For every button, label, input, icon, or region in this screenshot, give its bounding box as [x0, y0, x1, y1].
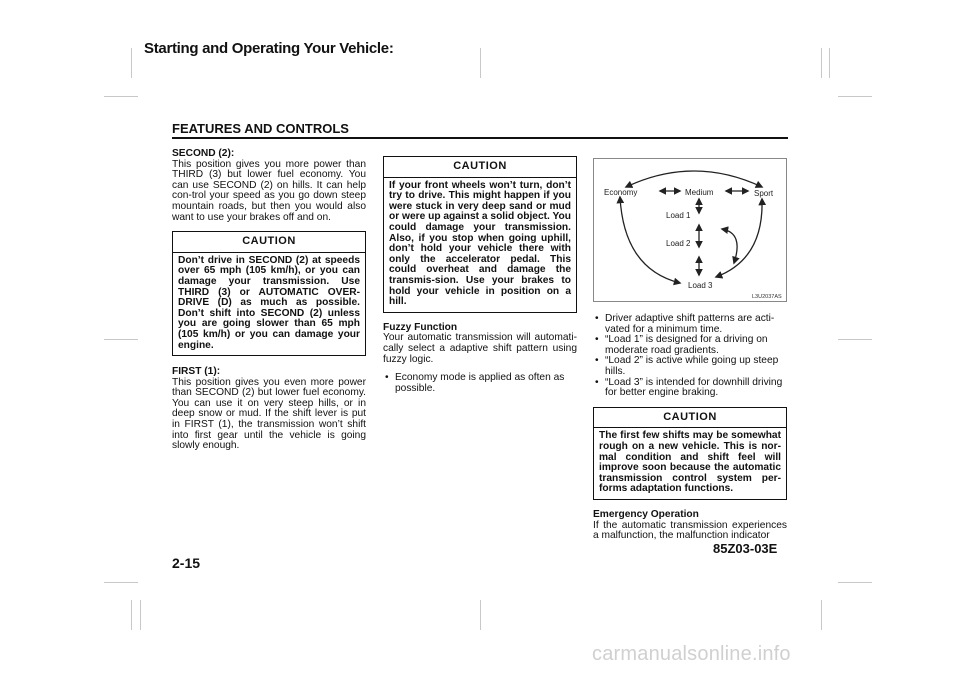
subheading-emergency: Emergency Operation	[593, 508, 699, 520]
bullet-list	[593, 314, 787, 399]
caution-title: CAUTION	[173, 232, 365, 253]
shift-pattern-diagram	[593, 158, 787, 302]
column-2	[383, 156, 577, 394]
crop-mark	[104, 339, 138, 340]
running-head: Starting and Operating Your Vehicle:	[144, 40, 394, 57]
arc-load2-sport	[722, 229, 737, 263]
label-load-2: Load 2	[666, 239, 691, 248]
label-medium: Medium	[685, 188, 714, 197]
list-item: • Economy mode is applied as often as possible.	[383, 373, 577, 394]
caution-box	[593, 407, 787, 500]
watermark: carmanualsonline.info	[592, 643, 791, 665]
crop-mark	[480, 48, 481, 78]
page-number: 2-15	[172, 555, 201, 571]
caution-box	[383, 156, 577, 313]
list-item: • Driver adaptive shift patterns are acti-vated for a minimum time.	[593, 314, 787, 335]
crop-mark	[821, 48, 822, 78]
arc-economy-sport	[626, 171, 762, 187]
label-sport: Sport	[754, 189, 774, 198]
column-3	[593, 314, 787, 542]
list-item: • “Load 1” is designed for a driving on moderate road gradients.	[593, 335, 787, 356]
crop-mark	[838, 582, 872, 583]
crop-mark	[821, 600, 822, 630]
crop-mark	[838, 339, 872, 340]
caution-text: If your front wheels won’t turn, don’t try to drive. This might happen if you were stuck in very deep sand or mud or were up against a solid object. You could damage your transmission. Also, if you stop when going uphill, don’t hold your vehicle there with only the accelerator pedal. This could overheat and damage the transmis-sion. Use your brakes to hold your vehicle in position on a hill.	[389, 179, 571, 308]
crop-mark	[104, 582, 138, 583]
column-1	[172, 149, 366, 452]
figure-code: L3U2037AS	[752, 294, 782, 300]
caution-text: Don’t drive in SECOND (2) at speeds over 65 mph (105 km/h), or you can damage your transmission. Use THIRD (3) or AUTOMATIC OVER-DRIVE (D) as much as possible. Don’t shift into SECOND (2) unless you are going slower than 65 mph (105 km/h) or you can damage your engine.	[178, 254, 360, 351]
label-economy: Economy	[604, 188, 638, 197]
diagram-svg	[594, 159, 786, 301]
paragraph-emergency: If the automatic transmission experiences a malfunction, the malfunction indicator	[593, 519, 787, 542]
label-load-3: Load 3	[688, 281, 713, 290]
crop-mark	[131, 600, 132, 630]
crop-mark	[140, 600, 141, 630]
caution-title: CAUTION	[594, 408, 786, 429]
caution-title: CAUTION	[384, 157, 576, 178]
crop-mark	[838, 96, 872, 97]
crop-mark	[131, 48, 132, 78]
crop-mark	[480, 600, 481, 630]
paragraph-second: This position gives you more power than THIRD (3) but lower fuel economy. You can use SECOND (2) on hills. It can help con-trol your speed as you go down steep mountain roads, but then you would also want to use your brakes off and on.	[172, 158, 366, 223]
arc-sport-load3	[716, 199, 762, 277]
crop-mark	[829, 48, 830, 78]
subheading-first: FIRST (1):	[172, 366, 221, 378]
caution-text: The first few shifts may be somewhat rough on a new vehicle. This is nor-mal condition and shift feel will improve soon because the automatic transmission control system per-forms adaptation functions.	[599, 430, 781, 495]
bullet-list	[383, 373, 577, 394]
crop-mark	[104, 96, 138, 97]
list-item: • “Load 3” is intended for downhill driving for better engine braking.	[593, 378, 787, 399]
paragraph-first: This position gives you even more power than SECOND (2) but lower fuel economy. You can use it on very steep hills, or in deep snow or mud. If the shift lever is put in FIRST (1), the transmission won’t shift into first gear until the vehicle is going slowly enough.	[172, 376, 366, 452]
document-code: 85Z03-03E	[713, 541, 778, 556]
label-load-1: Load 1	[666, 211, 691, 220]
caution-box	[172, 231, 366, 356]
list-item: • “Load 2” is active while going up steep hills.	[593, 356, 787, 377]
header-rule	[172, 137, 788, 139]
subheading-fuzzy: Fuzzy Function	[383, 321, 458, 333]
section-heading: FEATURES AND CONTROLS	[172, 121, 349, 136]
subheading-second: SECOND (2):	[172, 148, 235, 159]
paragraph-fuzzy: Your automatic transmission will automati-cally select a adaptive shift pattern using fuzzy logic.	[383, 332, 577, 365]
